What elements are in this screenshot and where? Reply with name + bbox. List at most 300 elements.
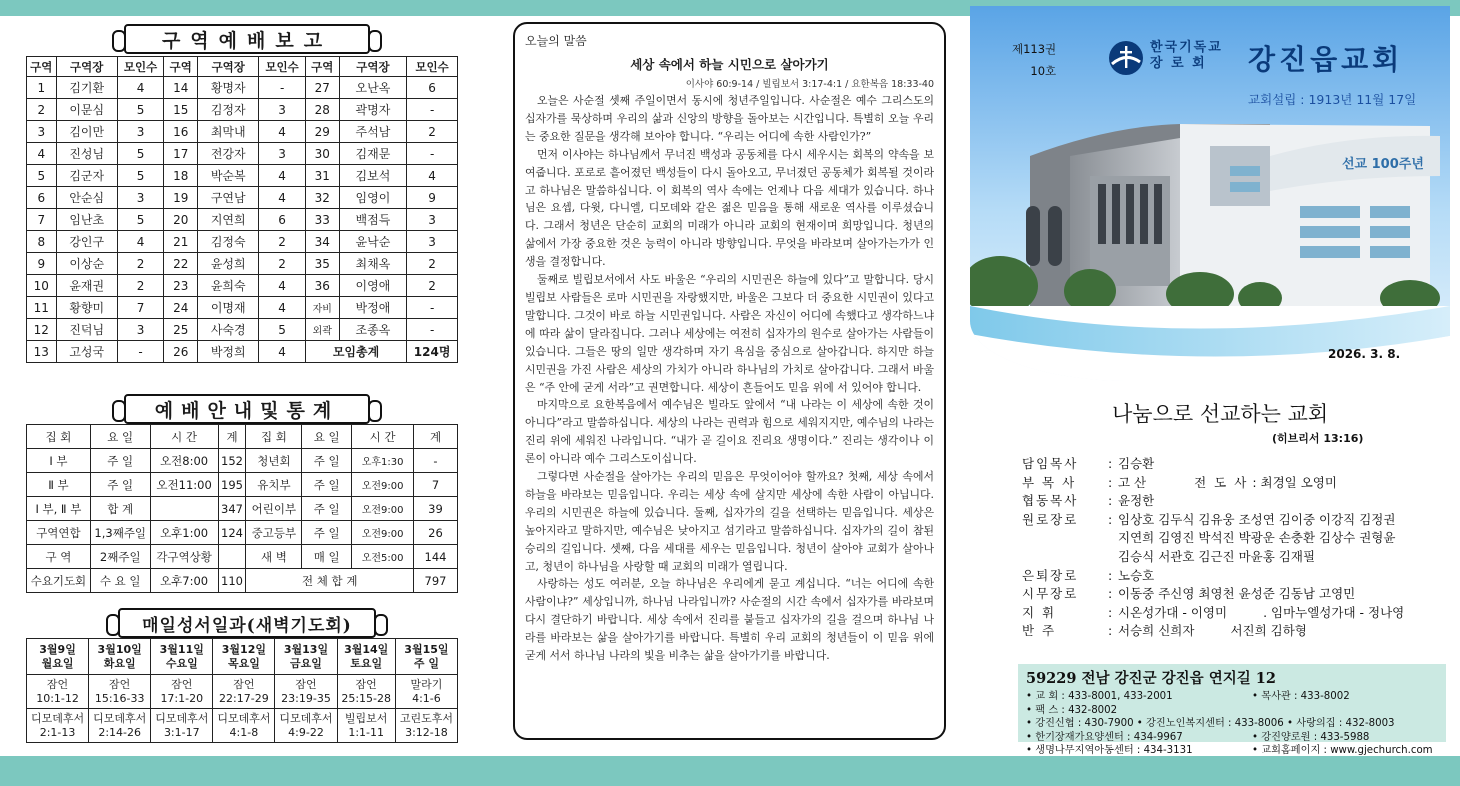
worship-cell: 주 일: [302, 449, 352, 473]
founded-date: 교회설립 : 1913년 11월 17일: [1248, 92, 1417, 107]
table-row: [27, 121, 458, 143]
staff-row: [1022, 474, 1442, 493]
bible-reading-1: [151, 675, 213, 709]
denomination-line1: 한국기독교: [1150, 40, 1223, 55]
bible-book: 잠언: [295, 677, 317, 691]
bible-verses: 10:1-12: [36, 691, 79, 705]
district-cell: 29: [305, 121, 339, 143]
staff-names: 김승환: [1118, 456, 1155, 471]
bible-book: 고린도후서: [399, 711, 453, 725]
district-cell: 1: [27, 77, 57, 99]
district-cell: 12: [27, 319, 57, 341]
bible-verses: 3:1-17: [163, 725, 200, 739]
building-sign-text: 선교 100주년: [1342, 157, 1424, 172]
staff-colon: [1108, 529, 1118, 548]
bulletin-date: 2026. 3. 8.: [1328, 347, 1401, 361]
staff-role: [1022, 529, 1108, 548]
district-cell: 2: [407, 253, 458, 275]
worship-cell: 39: [414, 497, 458, 521]
contact-item: • 강진신협 : 430-7900 • 강진노인복지센터 : 433-8006 • 사랑의집 : 432-8003: [1026, 718, 1395, 730]
bible-weekday: 주 일: [413, 656, 439, 670]
table-row: [27, 231, 458, 253]
header-cell: 시 간: [352, 425, 414, 449]
contact-item: • 교회홈페이지 : www.gjechurch.com: [1252, 745, 1433, 757]
bible-reading-1: [89, 675, 151, 709]
district-cell: 고성국: [56, 341, 117, 363]
staff-colon: :: [1108, 604, 1113, 620]
church-name: 강진읍교회: [1248, 43, 1404, 76]
sermon-paragraph: 오늘은 사순절 셋째 주일이면서 동시에 청년주일입니다. 사순절은 예수 그리스도의 십자가를 묵상하며 우리의 삶과 신앙의 방향을 돌아보는 시간입니다. 특별히 오늘 우리는 중요한 질문을 생각해 보아야 합니다. “우리는 어디에 속한 사람인가?”: [525, 94, 934, 143]
district-cell: 27: [305, 77, 339, 99]
bible-verses: 23:19-35: [281, 691, 331, 705]
district-cell: 20: [164, 209, 198, 231]
district-cell: 강인구: [56, 231, 117, 253]
contact-line: [1026, 690, 1438, 704]
staff-row: [1022, 567, 1442, 586]
district-cell: 최막내: [198, 121, 259, 143]
district-cell: 17: [164, 143, 198, 165]
district-cell: 4: [117, 231, 163, 253]
table-row: [27, 545, 458, 569]
bible-book: 디모데후서: [30, 711, 85, 725]
district-cell: 32: [305, 187, 339, 209]
district-cell: 5: [117, 165, 163, 187]
staff-row: [1022, 529, 1442, 548]
worship-cell: 347: [218, 497, 246, 521]
district-cell: 박정희: [198, 341, 259, 363]
worship-cell: 주 일: [302, 497, 352, 521]
district-total-value: 124명: [407, 341, 458, 363]
district-cell: 최채옥: [339, 253, 407, 275]
district-cell: 이상순: [56, 253, 117, 275]
district-cell: 2: [259, 253, 305, 275]
sermon-paragraph: 사랑하는 성도 여러분, 오늘 하나님은 우리에게 묻고 계십니다. “너는 어디에 속한 사람이냐?” 세상입니까, 하나님 나라입니까? 사순절의 시간 속에서 십자가를 바라보며 다시 결단하기 바랍니다. 세상 속에서 진리를 붙들고 십자가의 길을 걸으며 하나님 나라를 바라보는 삶을 살아가기를 바랍니다. 특별히 우리 교회의 청년들이 이 믿음 위에 굳게 서서 하나님 나라의 빛을 비추는 삶을 살아가기를 바랍니다.: [525, 577, 934, 663]
district-cell: 2: [407, 275, 458, 297]
bible-verses: 25:15-28: [341, 691, 392, 705]
bible-weekday: 월요일: [41, 656, 74, 670]
church-logo-icon: [1108, 40, 1144, 76]
contact-list: [1026, 690, 1438, 758]
table-row: [27, 639, 458, 675]
bible-verses: 17:1-20: [160, 691, 204, 705]
header-cell: 모인수: [407, 57, 458, 77]
bottom-band: [0, 756, 1460, 786]
district-cell: 김보석: [339, 165, 407, 187]
header-cell: 구역: [164, 57, 198, 77]
staff-role: [1022, 548, 1108, 567]
district-cell: 황명자: [198, 77, 259, 99]
district-cell: 4: [117, 77, 163, 99]
staff-role: 담임목사: [1022, 456, 1079, 471]
district-cell: 3: [27, 121, 57, 143]
staff-colon: :: [1108, 623, 1113, 639]
worship-cell: Ⅰ 부, Ⅱ 부: [27, 497, 91, 521]
worship-total-label: 전 체 합 계: [246, 569, 414, 593]
district-total-label: 모임총계: [305, 341, 406, 363]
header-cell: 계: [218, 425, 246, 449]
bible-reading-1: [213, 675, 275, 709]
denomination-line2: 장 로 회: [1150, 56, 1207, 71]
header-cell: 계: [414, 425, 458, 449]
district-cell: 박순복: [198, 165, 259, 187]
worship-cell: 오후1:30: [352, 449, 414, 473]
staff-row: [1022, 455, 1442, 474]
district-cell: 15: [164, 99, 198, 121]
district-cell: 김재문: [339, 143, 407, 165]
district-cell: 10: [27, 275, 57, 297]
district-cell: 21: [164, 231, 198, 253]
bible-day-header: [395, 639, 457, 675]
bible-verses: 1:1-11: [348, 725, 385, 739]
worship-title: 예배안내및통계: [124, 394, 370, 424]
bible-day-header: [337, 639, 395, 675]
staff-list: [1022, 455, 1442, 641]
header-cell: 집 회: [246, 425, 302, 449]
table-row: [27, 253, 458, 275]
staff-names: 김승식 서관호 김근진 마윤홍 김재필: [1118, 548, 1316, 564]
district-cell: 4: [407, 165, 458, 187]
district-cell: 9: [407, 187, 458, 209]
bible-reading-table: [26, 638, 458, 743]
worship-cell: 수 요 일: [90, 569, 150, 593]
header-cell: 모인수: [117, 57, 163, 77]
sermon-paragraph: 마지막으로 요한복음에서 예수님은 빌라도 앞에서 “내 나라는 이 세상에 속한 것이 아니다”라고 말씀하십니다. 세상의 나라는 권력과 힘으로 세워지지만, 예수님의 나라는 진리 위에 세워진 나라입니다. “내가 곧 길이요 진리요 생명이다.” 진리는 생각이나 이론이 아니라 예수 그리스도이십니다.: [525, 398, 934, 466]
district-cell: 23: [164, 275, 198, 297]
district-cell: 2: [117, 275, 163, 297]
church-motto: 나눔으로 선교하는 교회: [1112, 402, 1329, 426]
bible-verses: 3:12-18: [405, 725, 448, 739]
table-row: [27, 521, 458, 545]
worship-cell: 구역연합: [27, 521, 91, 545]
bible-reading-2: [151, 709, 213, 743]
sermon-box: [513, 22, 946, 740]
district-cell: 11: [27, 297, 57, 319]
contact-line: [1026, 731, 1438, 745]
district-cell: 이문심: [56, 99, 117, 121]
bible-reading-2: [27, 709, 89, 743]
sermon-paragraph: 그렇다면 사순절을 살아가는 우리의 믿음은 무엇이어야 할까요? 첫째, 세상 속에서 하늘을 바라보는 믿음입니다. 우리는 세상 속에 살지만 세상에 속한 사람이 아닙니다. 우리의 시민권은 하늘에 있습니다. 둘째, 십자가의 길을 선택하는 믿음입니다. 세상은 높아지라고 말하지만, 예수님은 낮아지고 섬기라고 말씀하십니다. 십자가의 길이 참된 승리의 길입니다. 셋째, 다음 세대를 세우는 믿음입니다. 청년이 살아야 교회가 살아나고, 청년이 하나님을 사랑할 때 교회의 미래가 열립니다.: [525, 470, 934, 573]
bible-weekday: 토요일: [350, 656, 383, 670]
district-cell: 33: [305, 209, 339, 231]
worship-cell: 주 일: [90, 449, 150, 473]
bible-day-header: [213, 639, 275, 675]
bible-book: 빌립보서: [344, 711, 388, 725]
bible-book: 디모데후서: [155, 711, 209, 725]
districts-title: 구역예배보고: [124, 24, 370, 54]
district-cell: 2: [27, 99, 57, 121]
header-cell: 구역장: [339, 57, 407, 77]
staff-role: 원로장로: [1022, 511, 1079, 527]
bible-verses: 2:14-26: [98, 725, 141, 739]
bible-verses: 22:17-29: [219, 691, 269, 705]
bible-verses: 4:9-22: [288, 725, 324, 739]
bible-book: 잠언: [171, 677, 193, 691]
table-row: [27, 449, 458, 473]
district-cell: 4: [259, 187, 305, 209]
district-cell: 14: [164, 77, 198, 99]
worship-cell: 각구역상황: [150, 545, 218, 569]
district-cell: 26: [164, 341, 198, 363]
district-cell: 3: [259, 143, 305, 165]
district-cell: 6: [407, 77, 458, 99]
district-cell: 31: [305, 165, 339, 187]
table-header-row: [27, 57, 458, 77]
district-cell: 35: [305, 253, 339, 275]
worship-cell: 1,3째주일: [90, 521, 150, 545]
district-cell: 5: [259, 319, 305, 341]
staff-row: [1022, 492, 1442, 511]
worship-cell: 오후7:00: [150, 569, 218, 593]
worship-cell: 오후1:00: [150, 521, 218, 545]
header-cell: 구역: [27, 57, 57, 77]
worship-total-value: 797: [414, 569, 458, 593]
worship-cell: 주 일: [302, 473, 352, 497]
worship-cell: 구 역: [27, 545, 91, 569]
staff-role: 시무장로: [1022, 586, 1079, 602]
contact-item: • 교 회 : 433-8001, 433-2001: [1026, 691, 1173, 702]
worship-cell: Ⅱ 부: [27, 473, 91, 497]
header-cell: 요 일: [90, 425, 150, 449]
district-cell: 6: [259, 209, 305, 231]
district-cell: 19: [164, 187, 198, 209]
worship-cell: Ⅰ 부: [27, 449, 91, 473]
district-cell: 4: [27, 143, 57, 165]
district-cell: 36: [305, 275, 339, 297]
table-header-row: [27, 425, 458, 449]
worship-cell: 2째주일: [90, 545, 150, 569]
district-cell: -: [407, 99, 458, 121]
worship-cell: -: [414, 449, 458, 473]
bible-date: 3월14일: [344, 642, 389, 656]
bible-reading-2: [337, 709, 395, 743]
bible-reading-1: [337, 675, 395, 709]
worship-cell: 26: [414, 521, 458, 545]
worship-cell: 주 일: [90, 473, 150, 497]
worship-cell: 124: [218, 521, 246, 545]
bible-reading-2: [213, 709, 275, 743]
district-cell: 오난옥: [339, 77, 407, 99]
district-cell: -: [259, 77, 305, 99]
staff-names: 임상호 김두식 김유웅 조성연 김이중 이강직 김정권: [1118, 511, 1396, 527]
bible-verses: 2:1-13: [39, 725, 76, 739]
staff-role: 은퇴장로: [1022, 567, 1079, 583]
district-cell: 16: [164, 121, 198, 143]
district-cell: 사숙경: [198, 319, 259, 341]
district-cell: 4: [259, 121, 305, 143]
bible-reading-1: [395, 675, 457, 709]
worship-cell: 195: [218, 473, 246, 497]
district-cell: 4: [259, 165, 305, 187]
contact-line: [1026, 704, 1438, 718]
district-cell: 30: [305, 143, 339, 165]
header-cell: 요 일: [302, 425, 352, 449]
worship-cell: 144: [414, 545, 458, 569]
staff-colon: :: [1108, 474, 1113, 490]
table-row: [27, 99, 458, 121]
bible-date: 3월15일: [404, 642, 449, 656]
staff-role-2: 전 도 사: [1194, 474, 1249, 490]
district-cell: 진덕님: [56, 319, 117, 341]
district-cell: 박정애: [339, 297, 407, 319]
district-cell: 18: [164, 165, 198, 187]
district-cell: 2: [117, 253, 163, 275]
bible-book: 디모데후서: [217, 711, 271, 725]
staff-colon: :: [1252, 474, 1257, 490]
district-cell: 5: [27, 165, 57, 187]
table-row: [27, 341, 458, 363]
staff-role: 반 주: [1022, 623, 1057, 639]
address-box: [1018, 664, 1446, 757]
district-cell: 3: [117, 187, 163, 209]
district-cell: 임난초: [56, 209, 117, 231]
bible-reading-1: [27, 675, 89, 709]
bible-book: 디모데후서: [279, 711, 333, 725]
sermon-paragraph: 둘째로 빌립보서에서 사도 바울은 “우리의 시민권은 하늘에 있다”고 말합니다. 당시 빌립보 사람들은 로마 시민권을 자랑했지만, 바울은 그보다 더 중요한 시민권이 있다고 말합니다. 그것이 바로 하늘 시민권입니다. 사람은 자신이 어디에 속했다고 생각하느냐에 따라 삶이 달라집니다. 그러나 세상에는 여전히 십자가의 원수로 살아가는 사람들이 있습니다. 그들은 땅의 일만 생각하며 자기 욕심을 중심으로 살아갑니다. 하지만 하늘 시민권을 가진 사람은 세상의 가치가 아니라 하나님의 가치로 살아갑니다. 그래서 바울은 “주 안에 굳게 서라”고 권면합니다. 세상이 흔들어도 믿음 위에 서 있어야 합니다.: [525, 273, 934, 394]
district-cell: 구연남: [198, 187, 259, 209]
bible-date: 3월11일: [159, 642, 204, 656]
staff-names: 윤정한: [1118, 493, 1155, 509]
district-cell: 임영이: [339, 187, 407, 209]
bible-title: 매일성서일과(새벽기도회): [118, 608, 376, 638]
bible-book: 디모데후서: [93, 711, 147, 725]
district-cell: 김군자: [56, 165, 117, 187]
worship-cell: 합 계: [90, 497, 150, 521]
district-cell: 김기환: [56, 77, 117, 99]
worship-cell: 오전5:00: [352, 545, 414, 569]
district-cell: 34: [305, 231, 339, 253]
staff-names: 노승호: [1118, 567, 1155, 583]
staff-row: [1022, 622, 1442, 641]
worship-cell: 오전8:00: [150, 449, 218, 473]
contact-line: [1026, 717, 1438, 731]
worship-stats-table: [26, 424, 458, 593]
district-cell: 2: [407, 121, 458, 143]
bible-date: 3월10일: [97, 642, 142, 656]
worship-cell: 매 일: [302, 545, 352, 569]
worship-cell: 주 일: [302, 521, 352, 545]
district-cell: 24: [164, 297, 198, 319]
table-row: [27, 143, 458, 165]
district-cell: 13: [27, 341, 57, 363]
bible-reading-2: [89, 709, 151, 743]
bible-verses: 4:1-6: [412, 691, 441, 705]
bible-weekday: 금요일: [290, 656, 322, 670]
worship-cell: 청년회: [246, 449, 302, 473]
district-cell: 4: [259, 297, 305, 319]
header-cell: 집 회: [27, 425, 91, 449]
table-row: [27, 569, 458, 593]
sermon-label: 오늘의 말씀: [525, 34, 587, 48]
staff-role: 협동목사: [1022, 493, 1079, 509]
district-cell: 진성님: [56, 143, 117, 165]
district-cell: 22: [164, 253, 198, 275]
district-cell: 윤희숙: [198, 275, 259, 297]
district-cell: 자비: [305, 297, 339, 319]
bible-book: 잠언: [355, 677, 377, 691]
table-row: [27, 275, 458, 297]
district-cell: 7: [27, 209, 57, 231]
staff-colon: :: [1108, 511, 1113, 527]
district-cell: -: [407, 297, 458, 319]
district-cell: 9: [27, 253, 57, 275]
table-row: [27, 297, 458, 319]
district-cell: 김정숙: [198, 231, 259, 253]
table-row: [27, 77, 458, 99]
staff-names-2: 최경일 오영미: [1260, 474, 1337, 490]
district-cell: 3: [117, 319, 163, 341]
volume-number: 제113권: [1012, 42, 1057, 56]
district-cell: 3: [407, 231, 458, 253]
district-cell: 김이만: [56, 121, 117, 143]
contact-item: • 한기장재가요양센터 : 434-9967: [1026, 731, 1183, 743]
bible-verses: 4:1-8: [229, 725, 259, 739]
bible-reading-2: [275, 709, 337, 743]
bible-book: 말라기: [410, 677, 443, 691]
district-cell: -: [407, 319, 458, 341]
motto-reference: (히브리서 13:16): [1272, 432, 1364, 445]
table-row: [27, 209, 458, 231]
staff-row: [1022, 511, 1442, 530]
district-cell: 이영애: [339, 275, 407, 297]
denomination-name: [1150, 40, 1223, 72]
bible-date: 3월12일: [221, 642, 266, 656]
contact-line: [1026, 744, 1438, 758]
staff-names-2: . 임마누엘성가대 - 정나영: [1263, 604, 1405, 620]
staff-colon: :: [1108, 567, 1113, 583]
staff-colon: :: [1108, 586, 1113, 602]
district-cell: 안순심: [56, 187, 117, 209]
staff-colon: :: [1108, 456, 1113, 471]
bible-book: 잠언: [233, 677, 255, 691]
table-row: [27, 473, 458, 497]
district-cell: 3: [407, 209, 458, 231]
district-cell: 8: [27, 231, 57, 253]
district-cell: 지연희: [198, 209, 259, 231]
staff-row: [1022, 548, 1442, 567]
bible-day-header: [275, 639, 337, 675]
district-cell: 5: [117, 99, 163, 121]
district-cell: 전강자: [198, 143, 259, 165]
table-row: [27, 165, 458, 187]
staff-colon: [1108, 548, 1118, 567]
district-cell: 조종옥: [339, 319, 407, 341]
table-row: [27, 319, 458, 341]
bible-date: 3월13일: [283, 642, 329, 656]
district-cell: 7: [117, 297, 163, 319]
staff-row: [1022, 585, 1442, 604]
bible-book: 잠언: [46, 677, 69, 691]
staff-names: 고 산: [1118, 474, 1147, 490]
bible-weekday: 수요일: [165, 656, 198, 670]
worship-cell: [218, 545, 246, 569]
district-cell: 이명재: [198, 297, 259, 319]
table-row: [27, 497, 458, 521]
bible-day-header: [151, 639, 213, 675]
table-row: [27, 187, 458, 209]
contact-item: • 팩 스 : 432-8002: [1026, 704, 1118, 716]
contact-item: • 생명나무지역아동센터 : 434-3131: [1026, 745, 1193, 757]
district-cell: 곽명자: [339, 99, 407, 121]
district-cell: 윤재권: [56, 275, 117, 297]
worship-cell: 오전11:00: [150, 473, 218, 497]
bible-book: 잠언: [109, 677, 131, 691]
district-cell: -: [407, 143, 458, 165]
header-cell: 모인수: [259, 57, 305, 77]
worship-cell: 오전9:00: [352, 497, 414, 521]
district-cell: 3: [259, 99, 305, 121]
district-cell: 4: [259, 341, 305, 363]
district-cell: 외곽: [305, 319, 339, 341]
